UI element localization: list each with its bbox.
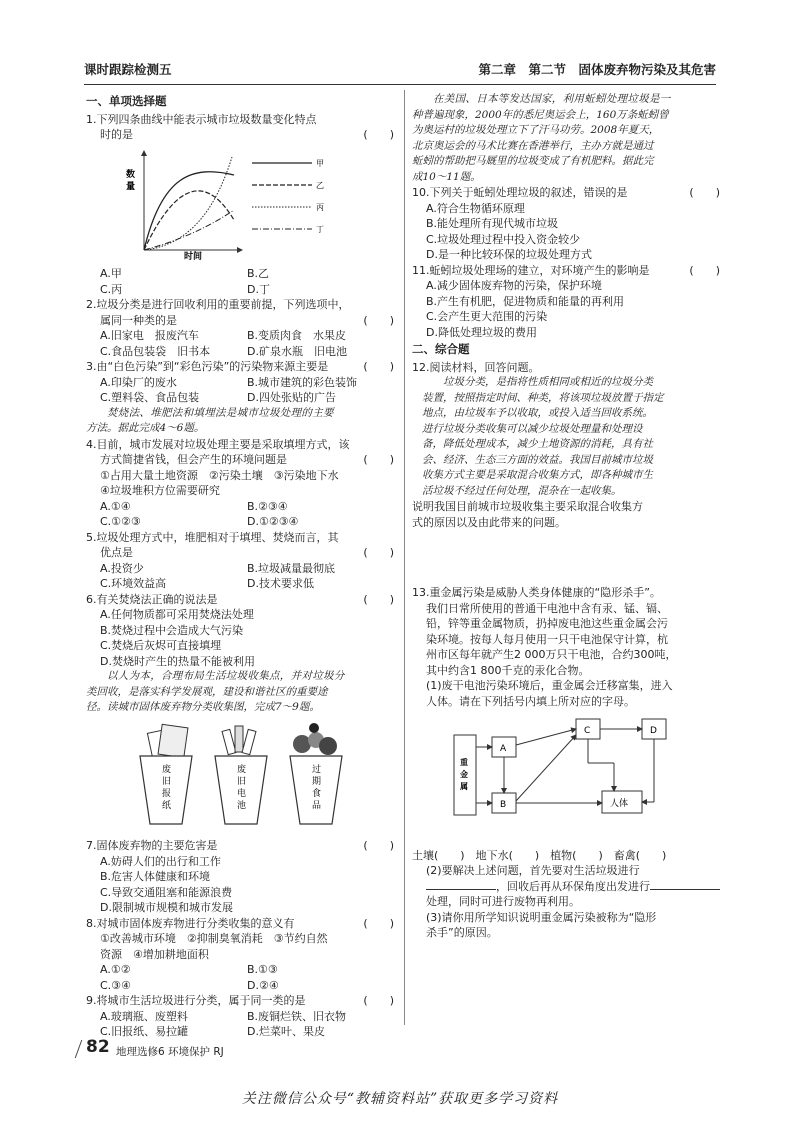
question-12 — [412, 360, 720, 586]
x-axis-label: 时间 — [184, 251, 203, 260]
question-13 — [412, 585, 720, 941]
flow-heavy-metal-char1: 重 — [460, 758, 468, 767]
intro1011-line5: 蚯蚓的帮助把马厩里的垃圾变成了有机肥料。据此完 — [412, 155, 654, 167]
intro79-line3: 径。读城市固体废弃物分类收集图，完成7～9题。 — [86, 701, 320, 713]
intro1011-line1: 在美国、日本等发达国家，利用蚯蚓处理垃圾是一 — [433, 93, 671, 105]
flow-label-d: D — [650, 726, 657, 736]
q11-option-a: A.减少固体废弃物的污染，保护环境 — [426, 279, 602, 292]
q2-option-a: A.旧家电 报废汽车 — [100, 329, 199, 342]
q8-option-c: C.③④ — [100, 978, 131, 992]
q8-option-d: D.②④ — [247, 978, 279, 992]
q10-option-a: A.符合生物循环原理 — [426, 201, 525, 215]
q13-fill-blanks[interactable]: 土壤( ) 地下水( ) 植物( ) 畜禽( ) — [412, 848, 667, 862]
question-1 — [86, 112, 394, 298]
series-yi — [144, 190, 234, 249]
q8-stem: 8.对城市固体废弃物进行分类收集的意义有 — [86, 916, 295, 930]
q9-option-d: D.烂菜叶、果皮 — [247, 1025, 325, 1038]
q7-option-c: C.导致交通阻塞和能源浪费 — [100, 885, 233, 899]
flow-label-a: A — [500, 744, 507, 754]
bin3-char1: 过 — [312, 764, 322, 775]
q13-line6: 其中约含1 800千克的汞化合物。 — [426, 663, 590, 677]
q12-material-2: 装置，按照指定时间、种类，将该项垃圾放置于指定 — [422, 391, 664, 404]
q1-answer-paren: ( ) — [363, 128, 394, 141]
y-axis-arrow — [141, 150, 147, 156]
q5-option-b: B.垃圾减量最彻底 — [247, 561, 336, 575]
heavy-metal-flow-diagram — [452, 715, 702, 835]
q5-option-a: A.投资少 — [100, 561, 144, 575]
q4-option-c: C.①②③ — [100, 515, 141, 528]
q5-stem2: 优点是 — [100, 546, 133, 559]
flow-label-c: C — [584, 726, 591, 736]
q1-line-chart — [122, 145, 327, 260]
x-axis-arrow — [237, 247, 243, 253]
q7-option-b: B.危害人体健康和环境 — [100, 870, 211, 883]
q13-line4: 染环境。按每人每月使用一只干电池保守计算，杭 — [426, 632, 668, 646]
q12-answer-space[interactable] — [412, 530, 720, 585]
q3-option-c: C.塑料袋、食品包装 — [100, 391, 200, 404]
q12-material-6: 会、经济、生态三方面的效益。我国目前城市垃圾 — [422, 453, 653, 466]
intro-7-9 — [86, 669, 394, 716]
q6-answer-paren: ( ) — [363, 592, 394, 606]
left-column — [86, 92, 394, 1040]
series-bing — [144, 157, 232, 250]
bin3-char3: 食 — [312, 788, 322, 799]
flow-heavy-metal-char3: 属 — [460, 782, 468, 791]
header-left: 课时跟踪检测五 — [84, 62, 172, 77]
question-9 — [86, 993, 394, 1040]
header-right: 第二章 第二节 固体废弃物污染及其危害 — [478, 62, 716, 77]
question-10 — [412, 185, 720, 263]
question-3 — [86, 359, 394, 406]
series-ding — [144, 210, 234, 250]
intro1011-line4: 北京奥运会的马术比赛在香港举行，主办方就是通过 — [412, 139, 654, 152]
q3-stem: 3.由“白色污染”到“彩色污染”的污染物来源主要是 — [86, 360, 329, 373]
y-axis-label-1: 数 — [126, 169, 136, 180]
legend-label-yi: 乙 — [316, 180, 324, 190]
q8-items-2: 资源 ④增加耕地面积 — [100, 947, 209, 961]
intro-10-11 — [412, 92, 720, 185]
question-4 — [86, 437, 394, 530]
intro79-line2: 类回收，是落实科学发展观，建设和谐社区的重要途 — [86, 685, 328, 698]
q9-answer-paren: ( ) — [363, 994, 394, 1007]
bin2-char4: 池 — [237, 800, 247, 811]
q5-answer-paren: ( ) — [363, 546, 394, 559]
q11-stem: 11.蚯蚓垃圾处理场的建立，对环境产生的影响是 — [412, 263, 650, 277]
q13-sub2-blank1[interactable] — [426, 889, 496, 890]
right-column — [412, 92, 720, 941]
q3-option-a: A.印染厂的废水 — [100, 375, 177, 389]
q13-line5: 州市区每年就产生2 000万只干电池，合约300吨， — [426, 648, 677, 661]
q7-option-d: D.限制城市规模和城市发展 — [100, 901, 233, 914]
q1-stem: 1.下列四条曲线中能表示城市垃圾数量变化特点 — [86, 112, 317, 126]
bin1-char1: 废 — [162, 764, 172, 775]
q13-sub2-blank2[interactable] — [650, 889, 720, 890]
question-5 — [86, 530, 394, 592]
q9-option-c: C.旧报纸、易拉罐 — [100, 1025, 189, 1038]
q1-option-d: D.丁 — [247, 282, 270, 296]
q4-stem: 4.目前，城市发展对垃圾处理主要是采取填埋方式，该 — [86, 437, 350, 451]
waste-bins-illustration — [122, 720, 362, 830]
question-11 — [412, 263, 720, 341]
bin2-char2: 旧 — [237, 776, 247, 787]
intro46-line2: 方法。据此完成4～6题。 — [86, 422, 205, 434]
q10-stem: 10.下列关于蚯蚓处理垃圾的叙述，错误的是 — [412, 186, 628, 199]
watermark-text: 关注微信公众号“教辅资料站”获取更多学习资料 — [241, 1091, 559, 1107]
q13-sub2-line2: ，回收后再从环保角度出发进行 — [496, 879, 650, 893]
q5-option-d: D.技术要求低 — [247, 577, 314, 590]
question-2 — [86, 297, 394, 359]
legend-label-bing: 丙 — [316, 202, 324, 212]
question-7 — [86, 838, 394, 916]
q7-option-a: A.妨碍人们的出行和工作 — [100, 854, 221, 868]
q12-material-8: 活垃圾不经过任何处理，混杂在一起收集。 — [422, 484, 622, 497]
bin3-char2: 期 — [312, 776, 322, 787]
q4-stem2: 方式简捷省钱，但会产生的环境问题是 — [100, 453, 287, 466]
q6-option-b: B.焚烧过程中会造成大气污染 — [100, 623, 244, 637]
q6-option-c: C.焚烧后灰烬可直接填埋 — [100, 639, 222, 652]
intro-4-6 — [86, 406, 394, 437]
q11-option-c: C.会产生更大范围的污染 — [426, 310, 548, 323]
bin-waste-batteries — [215, 726, 267, 824]
header-rule — [84, 84, 716, 85]
q3-option-b: B.城市建筑的彩色装饰 — [247, 375, 358, 389]
q10-option-d: D.是一种比较环保的垃圾处理方式 — [426, 248, 592, 261]
q13-line3: 铅，锌等重金属物质，扔掉废电池这些重金属会污 — [426, 617, 668, 630]
bin2-char3: 电 — [237, 788, 247, 799]
question-8 — [86, 916, 394, 994]
q1-stem2: 时的是 — [100, 128, 133, 141]
q7-answer-paren: ( ) — [363, 839, 394, 852]
q12-material-1: 垃圾分类，是指将性质相同或相近的垃圾分类 — [443, 376, 653, 388]
flow-label-b: B — [500, 800, 507, 810]
q6-option-a: A.任何物质都可采用焚烧法处理 — [100, 608, 254, 621]
q12-material-5: 备，降低处理成本，减少土地资源的消耗，具有社 — [422, 438, 653, 450]
series-jia — [144, 171, 234, 249]
intro1011-line3: 为奥运村的垃圾处理立下了汗马功劳。2008年夏天， — [412, 124, 660, 136]
page-number: 82 — [86, 1037, 110, 1057]
bin1-char2: 旧 — [162, 776, 172, 787]
q13-sub3-line2: 杀手”的原因。 — [426, 926, 498, 939]
bin2-char1: 废 — [237, 764, 247, 775]
q13-sub2-line1: (2)要解决上述问题，首先要对生活垃圾进行 — [426, 864, 640, 877]
q13-sub1-line1: (1)废干电池污染环境后，重金属会迁移富集，进入 — [426, 679, 673, 692]
q8-option-b: B.①③ — [247, 963, 278, 976]
bin1-char3: 报 — [162, 788, 172, 799]
q3-answer-paren: ( ) — [363, 360, 394, 373]
q8-answer-paren: ( ) — [363, 916, 394, 930]
q2-option-d: D.矿泉水瓶 旧电池 — [247, 344, 347, 358]
q2-stem: 2.垃圾分类是进行回收利用的重要前提，下列选项中， — [86, 298, 350, 311]
q13-line1: 13.重金属污染是威胁人类身体健康的“隐形杀手”。 — [412, 586, 661, 599]
q4-items-1: ①占用大量土地资源 ②污染土壤 ③污染地下水 — [100, 468, 339, 482]
q13-sub2-line3: 处理，同时可进行废物再利用。 — [426, 895, 580, 908]
q4-option-d: D.①②③④ — [247, 515, 299, 528]
section-title-choice: 一、单项选择题 — [86, 94, 167, 108]
q2-answer-paren: ( ) — [363, 313, 394, 327]
q6-stem: 6.有关焚烧法正确的说法是 — [86, 592, 218, 606]
q10-answer-paren: ( ) — [689, 186, 720, 199]
intro79-line1: 以人为本，合理布局生活垃圾收集点，并对垃圾分 — [107, 670, 345, 682]
q11-answer-paren: ( ) — [689, 263, 720, 277]
q12-ask-2: 式的原因以及由此带来的问题。 — [412, 515, 566, 529]
q6-option-d: D.焚烧时产生的热量不能被利用 — [100, 654, 255, 668]
q5-option-c: C.环境效益高 — [100, 577, 167, 590]
intro1011-line6: 成10～11题。 — [412, 170, 481, 183]
section-title-comprehensive: 二、综合题 — [412, 342, 470, 356]
q10-option-c: C.垃圾处理过程中投入资金较少 — [426, 232, 581, 246]
footer-book-title: 地理选修6 环境保护 RJ — [116, 1046, 224, 1058]
q12-material-7: 收集方式主要是采取混合收集方式，即各种城市生 — [422, 469, 653, 481]
q2-option-c: C.食品包装袋 旧书本 — [100, 344, 211, 358]
legend-label-jia: 甲 — [316, 158, 324, 168]
q4-option-b: B.②③④ — [247, 499, 288, 513]
bin3-char4: 品 — [312, 800, 322, 811]
q12-ask-1: 说明我国目前城市垃圾收集主要采取混合收集方 — [412, 500, 643, 513]
q7-stem: 7.固体废弃物的主要危害是 — [86, 839, 218, 852]
q1-option-c: C.丙 — [100, 282, 123, 296]
q2-option-b: B.变质肉食 水果皮 — [247, 329, 347, 342]
q13-line2: 我们日常所使用的普通干电池中含有汞、锰、镉、 — [426, 601, 668, 615]
flow-label-human: 人体 — [610, 799, 629, 809]
q4-option-a: A.①④ — [100, 499, 131, 513]
q13-sub1-line2: 人体。请在下列括号内填上所对应的字母。 — [426, 694, 635, 708]
q12-material-3: 地点，由垃圾车予以收取，或投入适当回收系统。 — [422, 407, 653, 419]
q2-stem2: 属同一种类的是 — [100, 313, 177, 327]
flow-heavy-metal-char2: 金 — [460, 770, 468, 779]
y-axis-label-2: 量 — [126, 181, 136, 192]
q5-stem: 5.垃圾处理方式中，堆肥相对于填埋、焚烧而言，其 — [86, 530, 339, 544]
legend-label-ding: 丁 — [316, 224, 324, 234]
intro1011-line2: 种普遍现象，2000年的悉尼奥运会上，160万条蚯蚓曾 — [412, 108, 669, 121]
q11-option-b: B.产生有机肥，促进物质和能量的再利用 — [426, 294, 625, 308]
q1-option-a: A.甲 — [100, 267, 122, 280]
bin1-char4: 纸 — [162, 800, 172, 811]
bin-expired-food — [290, 723, 342, 824]
q9-option-b: B.废铜烂铁、旧衣物 — [247, 1009, 347, 1023]
q13-sub3-line1: (3)请你用所学知识说明重金属污染被称为“隐形 — [426, 910, 657, 924]
q10-option-b: B.能处理所有现代城市垃圾 — [426, 217, 559, 230]
q9-option-a: A.玻璃瓶、废塑料 — [100, 1009, 188, 1023]
q3-option-d: D.四处张贴的广告 — [247, 391, 336, 404]
bin-waste-paper — [140, 724, 192, 824]
q4-items-2: ④垃圾堆积方位需要研究 — [100, 484, 220, 497]
q4-answer-paren: ( ) — [363, 453, 394, 466]
q8-option-a: A.①② — [100, 963, 131, 976]
q11-option-d: D.降低处理垃圾的费用 — [426, 325, 537, 339]
q12-material-4: 进行垃圾分类收集可以减少垃圾处理量和处理设 — [422, 422, 643, 435]
question-6 — [86, 592, 394, 670]
q8-items-1: ①改善城市环境 ②抑制臭氧消耗 ③节约自然 — [100, 932, 328, 945]
q9-stem: 9.将城市生活垃圾进行分类，属于同一类的是 — [86, 994, 306, 1007]
q12-stem: 12.阅读材料，回答问题。 — [412, 360, 540, 374]
intro46-line1: 焚烧法、堆肥法和填埋法是城市垃圾处理的主要 — [107, 406, 334, 419]
q1-option-b: B.乙 — [247, 267, 270, 280]
column-divider — [404, 90, 405, 1025]
